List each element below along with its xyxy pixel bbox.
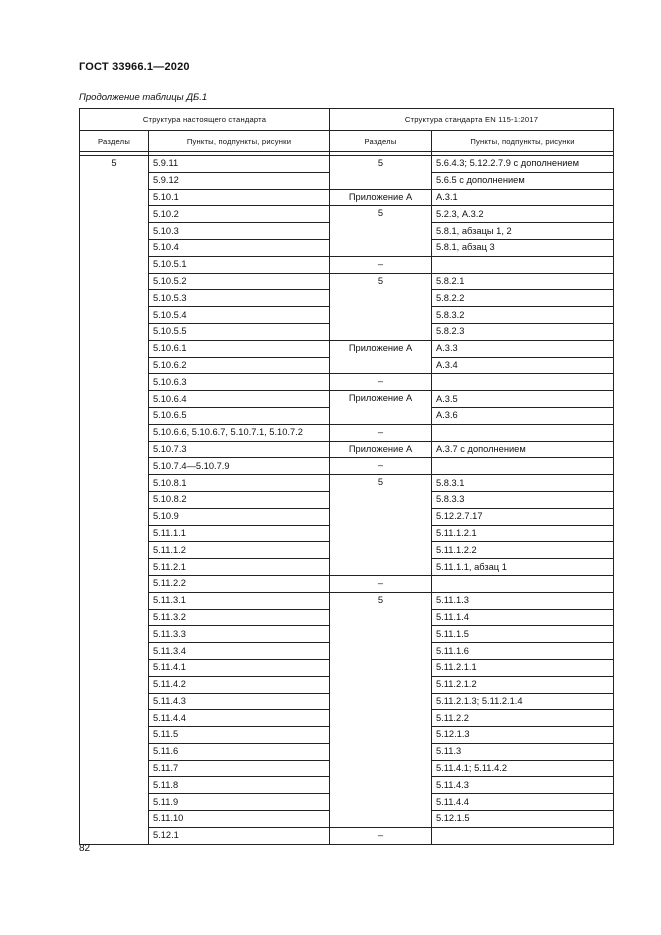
table-row bbox=[80, 391, 614, 408]
table-row bbox=[80, 424, 614, 441]
cell-clause: 5.11.5 bbox=[149, 727, 330, 744]
cell-clause: 5.11.4.3 bbox=[149, 693, 330, 710]
cell-clause: 5.10.7.3 bbox=[149, 441, 330, 458]
cell-clause: 5.10.6.1 bbox=[149, 340, 330, 357]
cell-en-clause: А.3.4 bbox=[432, 357, 614, 374]
cell-clause: 5.11.3.3 bbox=[149, 626, 330, 643]
cell-en-clause: 5.12.1.3 bbox=[432, 727, 614, 744]
cell-en-clause: 5.11.1.4 bbox=[432, 609, 614, 626]
cell-en-section: Приложение А bbox=[330, 391, 432, 425]
table-row bbox=[80, 156, 614, 173]
cell-en-section: – bbox=[330, 374, 432, 391]
cell-en-clause: 5.11.1.2.2 bbox=[432, 542, 614, 559]
cell-en-clause: А.3.7 с дополнением bbox=[432, 441, 614, 458]
cell-clause: 5.11.8 bbox=[149, 777, 330, 794]
cell-en-clause: 5.8.1, абзац 3 bbox=[432, 239, 614, 256]
cell-en-section: Приложение А bbox=[330, 189, 432, 206]
cell-en-clause: 5.11.1.1, абзац 1 bbox=[432, 559, 614, 576]
cell-clause: 5.11.3.4 bbox=[149, 643, 330, 660]
cell-en-clause: А.3.5 bbox=[432, 391, 614, 408]
cell-en-section: – bbox=[330, 575, 432, 592]
header-en-standard: Структура стандарта EN 115-1:2017 bbox=[330, 109, 614, 131]
col-header-sections-2: Разделы bbox=[330, 131, 432, 152]
cell-clause: 5.10.2 bbox=[149, 206, 330, 223]
cell-en-clause: 5.11.1.3 bbox=[432, 592, 614, 609]
cell-en-section: 5 bbox=[330, 156, 432, 190]
cell-clause: 5.10.1 bbox=[149, 189, 330, 206]
cell-en-section: – bbox=[330, 458, 432, 475]
cell-en-section: – bbox=[330, 256, 432, 273]
correspondence-table bbox=[79, 108, 614, 845]
cell-en-clause: 5.11.2.1.1 bbox=[432, 659, 614, 676]
cell-clause: 5.11.10 bbox=[149, 811, 330, 828]
cell-en-clause: 5.11.4.4 bbox=[432, 794, 614, 811]
cell-en-clause: 5.11.1.2.1 bbox=[432, 525, 614, 542]
cell-clause: 5.11.4.1 bbox=[149, 659, 330, 676]
cell-en-section: 5 bbox=[330, 273, 432, 340]
cell-clause: 5.10.8.2 bbox=[149, 491, 330, 508]
cell-clause: 5.11.2.2 bbox=[149, 575, 330, 592]
cell-en-clause: 5.6.4.3; 5.12.2.7.9 с дополнением bbox=[432, 156, 614, 173]
col-header-clauses-2: Пункты, подпункты, рисунки bbox=[432, 131, 614, 152]
cell-clause: 5.10.5.1 bbox=[149, 256, 330, 273]
cell-en-section: – bbox=[330, 424, 432, 441]
cell-en-section: 5 bbox=[330, 475, 432, 576]
table-row bbox=[80, 206, 614, 223]
cell-clause: 5.10.5.5 bbox=[149, 323, 330, 340]
cell-clause: 5.10.9 bbox=[149, 508, 330, 525]
cell-clause: 5.9.12 bbox=[149, 172, 330, 189]
cell-en-clause: 5.11.1.5 bbox=[432, 626, 614, 643]
cell-en-clause: 5.11.2.1.3; 5.11.2.1.4 bbox=[432, 693, 614, 710]
cell-clause: 5.11.4.4 bbox=[149, 710, 330, 727]
cell-clause: 5.11.1.2 bbox=[149, 542, 330, 559]
cell-clause: 5.10.3 bbox=[149, 223, 330, 240]
cell-en-clause: 5.8.1, абзацы 1, 2 bbox=[432, 223, 614, 240]
cell-en-clause: 5.11.1.6 bbox=[432, 643, 614, 660]
cell-en-clause: 5.8.2.3 bbox=[432, 323, 614, 340]
cell-en-section: – bbox=[330, 827, 432, 844]
cell-en-clause bbox=[432, 575, 614, 592]
cell-en-clause bbox=[432, 458, 614, 475]
cell-clause: 5.10.7.4—5.10.7.9 bbox=[149, 458, 330, 475]
cell-clause: 5.10.6.5 bbox=[149, 407, 330, 424]
cell-en-clause: 5.11.4.1; 5.11.4.2 bbox=[432, 760, 614, 777]
col-header-clauses-1: Пункты, подпункты, рисунки bbox=[149, 131, 330, 152]
cell-clause: 5.10.8.1 bbox=[149, 475, 330, 492]
cell-clause: 5.9.11 bbox=[149, 156, 330, 173]
table-row bbox=[80, 256, 614, 273]
cell-clause: 5.10.5.3 bbox=[149, 290, 330, 307]
table-row bbox=[80, 592, 614, 609]
cell-en-clause: 5.12.2.7.17 bbox=[432, 508, 614, 525]
cell-en-clause: А.3.1 bbox=[432, 189, 614, 206]
cell-clause: 5.11.1.1 bbox=[149, 525, 330, 542]
cell-en-clause: 5.8.2.2 bbox=[432, 290, 614, 307]
cell-en-section: Приложение А bbox=[330, 441, 432, 458]
table-row bbox=[80, 441, 614, 458]
cell-en-clause: А.3.6 bbox=[432, 407, 614, 424]
cell-clause: 5.12.1 bbox=[149, 827, 330, 844]
table-row bbox=[80, 189, 614, 206]
table-body bbox=[80, 152, 614, 845]
cell-clause: 5.11.9 bbox=[149, 794, 330, 811]
cell-en-clause: 5.8.3.3 bbox=[432, 491, 614, 508]
cell-en-clause bbox=[432, 256, 614, 273]
cell-section: 5 bbox=[80, 156, 149, 845]
cell-en-clause: 5.11.2.2 bbox=[432, 710, 614, 727]
table-row bbox=[80, 273, 614, 290]
cell-clause: 5.10.6.4 bbox=[149, 391, 330, 408]
cell-en-clause: 5.8.2.1 bbox=[432, 273, 614, 290]
cell-en-clause: 5.8.3.1 bbox=[432, 475, 614, 492]
cell-clause: 5.11.3.2 bbox=[149, 609, 330, 626]
cell-en-clause bbox=[432, 374, 614, 391]
cell-en-clause: 5.11.4.3 bbox=[432, 777, 614, 794]
table-caption: Продолжение таблицы ДБ.1 bbox=[79, 92, 208, 103]
table-row bbox=[80, 374, 614, 391]
cell-clause: 5.10.4 bbox=[149, 239, 330, 256]
cell-en-clause bbox=[432, 424, 614, 441]
cell-clause: 5.10.5.2 bbox=[149, 273, 330, 290]
cell-clause: 5.10.6.3 bbox=[149, 374, 330, 391]
cell-en-section: 5 bbox=[330, 206, 432, 256]
table-row bbox=[80, 458, 614, 475]
cell-en-clause: 5.6.5 с дополнением bbox=[432, 172, 614, 189]
header-this-standard: Структура настоящего стандарта bbox=[80, 109, 330, 131]
cell-en-clause: 5.11.3 bbox=[432, 743, 614, 760]
cell-clause: 5.11.2.1 bbox=[149, 559, 330, 576]
cell-en-section: 5 bbox=[330, 592, 432, 827]
page-number: 82 bbox=[79, 843, 91, 854]
cell-clause: 5.11.7 bbox=[149, 760, 330, 777]
cell-en-section: Приложение А bbox=[330, 340, 432, 374]
cell-en-clause: 5.12.1.5 bbox=[432, 811, 614, 828]
cell-en-clause bbox=[432, 827, 614, 844]
cell-clause: 5.10.6.6, 5.10.6.7, 5.10.7.1, 5.10.7.2 bbox=[149, 424, 330, 441]
cell-clause: 5.11.3.1 bbox=[149, 592, 330, 609]
col-header-sections-1: Разделы bbox=[80, 131, 149, 152]
cell-clause: 5.10.6.2 bbox=[149, 357, 330, 374]
cell-clause: 5.11.4.2 bbox=[149, 676, 330, 693]
cell-en-clause: А.3.3 bbox=[432, 340, 614, 357]
cell-en-clause: 5.11.2.1.2 bbox=[432, 676, 614, 693]
table-row bbox=[80, 475, 614, 492]
cell-clause: 5.11.6 bbox=[149, 743, 330, 760]
document-title: ГОСТ 33966.1—2020 bbox=[79, 61, 190, 73]
table-row bbox=[80, 340, 614, 357]
table-row bbox=[80, 827, 614, 844]
cell-en-clause: 5.8.3.2 bbox=[432, 307, 614, 324]
table-row bbox=[80, 575, 614, 592]
cell-clause: 5.10.5.4 bbox=[149, 307, 330, 324]
cell-en-clause: 5.2.3, А.3.2 bbox=[432, 206, 614, 223]
